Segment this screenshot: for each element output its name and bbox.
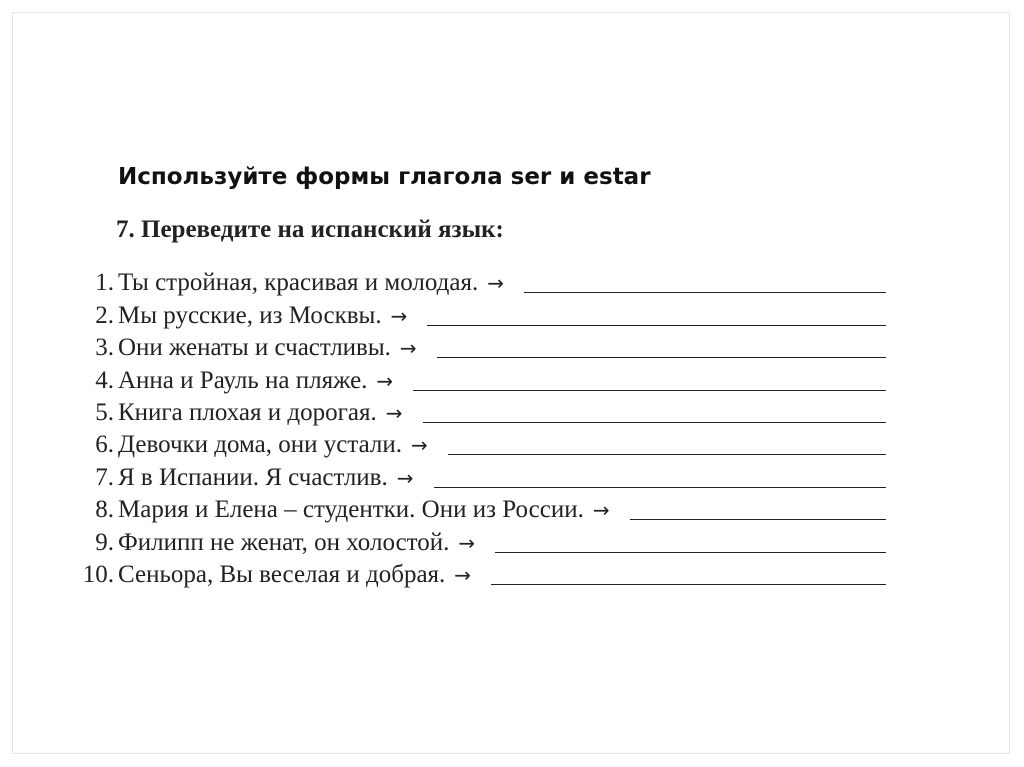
item-sentence: Анна и Рауль на пляже. xyxy=(118,366,368,394)
item-number: 6. xyxy=(95,431,114,459)
exercise-item-4 xyxy=(66,363,886,395)
arrow-right-icon: → xyxy=(454,562,472,587)
item-sentence: Я в Испании. Я счастлив. xyxy=(118,463,388,491)
slide-title: Используйте формы глагола ser и estar xyxy=(118,164,651,190)
answer-blank xyxy=(495,551,886,553)
item-sentence: Мы русские, из Москвы. xyxy=(118,301,382,329)
item-number: 10. xyxy=(82,560,114,588)
arrow-right-icon: → xyxy=(376,368,394,393)
item-sentence: Книга плохая и дорогая. xyxy=(118,398,377,426)
item-number: 9. xyxy=(95,528,114,556)
answer-blank xyxy=(630,518,886,520)
item-number: 4. xyxy=(95,366,114,394)
exercise-item-9 xyxy=(66,525,886,557)
arrow-right-icon: → xyxy=(487,271,504,296)
exercise-item-1 xyxy=(66,266,886,298)
answer-blank xyxy=(491,583,886,585)
arrow-right-icon: → xyxy=(396,465,414,490)
answer-blank xyxy=(524,291,886,293)
item-sentence: Ты стройная, красивая и молодая. xyxy=(118,269,479,297)
answer-blank xyxy=(423,421,887,423)
item-sentence: Они женаты и счастливы. xyxy=(118,334,391,362)
item-number: 3. xyxy=(95,334,114,362)
arrow-right-icon: → xyxy=(399,336,417,361)
item-number: 8. xyxy=(95,496,114,524)
item-sentence: Сеньора, Вы веселая и добрая. xyxy=(118,560,446,588)
answer-blank xyxy=(413,389,886,391)
exercise-heading: 7. Переведите на испанский язык: xyxy=(116,216,504,243)
answer-blank xyxy=(434,486,886,488)
arrow-right-icon: → xyxy=(390,303,408,328)
item-number: 2. xyxy=(95,301,114,329)
item-sentence: Девочки дома, они устали. xyxy=(118,431,403,459)
exercise-item-2 xyxy=(66,298,886,330)
answer-blank xyxy=(437,356,886,358)
item-sentence: Филипп не женат, он холостой. xyxy=(118,528,450,556)
arrow-right-icon: → xyxy=(458,530,476,555)
exercise-item-10 xyxy=(66,558,886,590)
arrow-right-icon: → xyxy=(592,498,610,523)
exercise-item-8 xyxy=(66,493,886,525)
exercise-item-6 xyxy=(66,428,886,460)
arrow-right-icon: → xyxy=(411,433,428,458)
item-number: 5. xyxy=(95,398,114,426)
exercise-item-7 xyxy=(66,460,886,492)
item-sentence: Мария и Елена – студентки. Они из России. xyxy=(118,496,584,524)
arrow-right-icon: → xyxy=(385,400,403,425)
answer-blank xyxy=(427,324,886,326)
item-number: 7. xyxy=(95,463,114,491)
exercise-item-5 xyxy=(66,396,886,428)
exercise-list xyxy=(66,266,886,590)
exercise-item-3 xyxy=(66,331,886,363)
item-number: 1. xyxy=(95,269,114,297)
answer-blank xyxy=(448,453,886,455)
